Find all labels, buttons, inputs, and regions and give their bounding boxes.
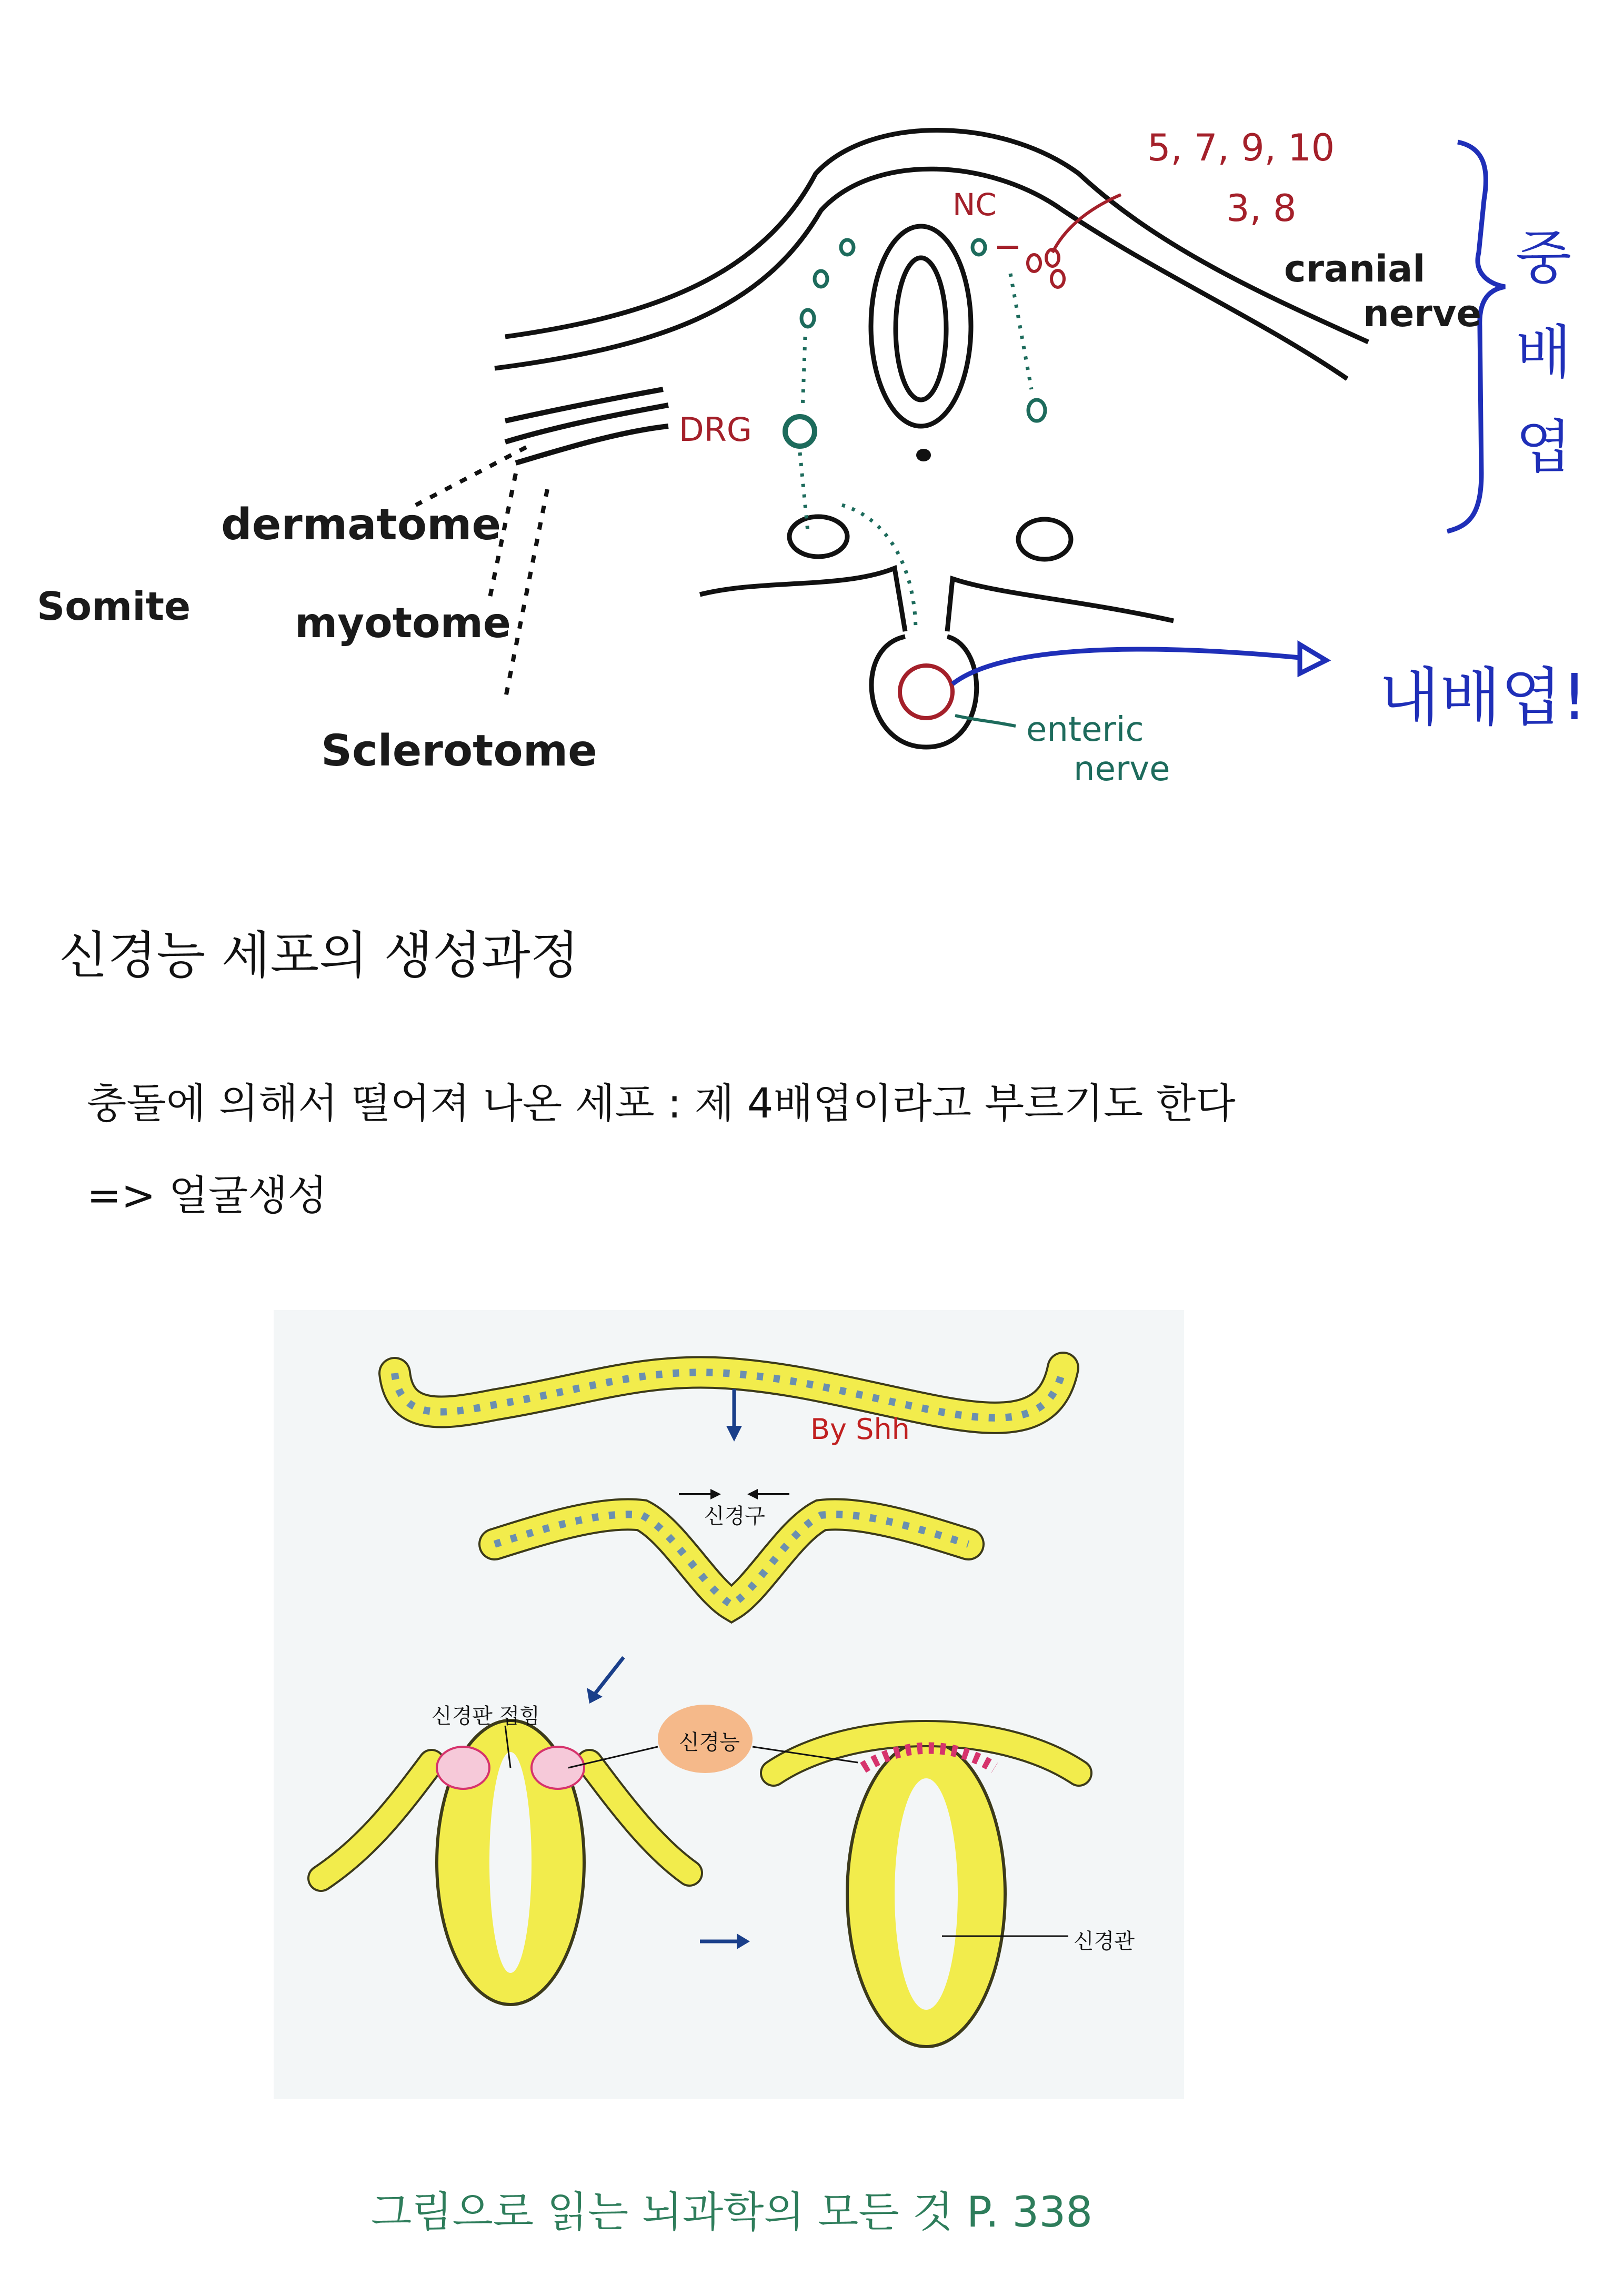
- enteric-pointer: [955, 716, 1016, 726]
- mesoderm-blob-left: [789, 517, 847, 557]
- section-line-2: => 얼굴생성: [87, 1172, 327, 1220]
- nc-cell: [815, 271, 827, 287]
- cranial-nc-cell: [1028, 255, 1040, 271]
- mesoderm-blob-right: [1018, 519, 1071, 559]
- gut-outline: [871, 637, 977, 747]
- nc-cell: [1028, 400, 1045, 421]
- neurulation-illustration: [274, 1310, 1184, 2099]
- cranial-nc-cell: [1051, 270, 1064, 287]
- neural-crest-label: 신경능: [679, 1730, 740, 1755]
- endoderm-arrow: [953, 649, 1300, 684]
- somite-arrow-sclerotome: [505, 489, 547, 700]
- stage-arrow-2: [595, 1657, 624, 1694]
- drg-node: [785, 417, 815, 446]
- nerve-numbers-2: 3, 8: [1226, 187, 1297, 230]
- textbook-figure: [274, 1310, 1184, 2099]
- cranial-label-2: nerve: [1363, 292, 1481, 335]
- by-shh-label: By Shh: [810, 1413, 910, 1446]
- neural-groove-label: 신경구: [704, 1504, 765, 1528]
- nc-cell: [841, 240, 854, 255]
- mesoderm-brace: [1447, 142, 1505, 531]
- notochord-dot: [916, 449, 931, 461]
- somite-stripes: [505, 389, 668, 463]
- gut-lumen-red: [900, 666, 953, 718]
- drg-label: DRG: [679, 410, 752, 449]
- ectoderm-inner-line: [495, 169, 1347, 379]
- section-line-1: 충돌에 의해서 떨어져 나온 세포 : 제 4배엽이라고 부르기도 한다: [87, 1080, 1236, 1127]
- neural-plate-fold-label: 신경판 접힘: [432, 1704, 540, 1728]
- neural-tube-label: 신경관: [1074, 1929, 1135, 1953]
- sclerotome-label: Sclerotome: [321, 726, 597, 776]
- nerve-numbers-1: 5, 7, 9, 10: [1147, 126, 1335, 169]
- nc-cell: [801, 310, 814, 327]
- section-title: 신경능 세포의 생성과정: [59, 926, 579, 985]
- cranial-label: cranial: [1284, 247, 1426, 290]
- nc-label: NC: [953, 187, 997, 223]
- nc-cell: [973, 240, 985, 255]
- somite-label: Somite: [37, 584, 191, 629]
- enteric-label: enteric: [1026, 710, 1144, 749]
- enteric-label-2: nerve: [1074, 750, 1170, 789]
- endoderm-label: 내배엽!: [1379, 661, 1587, 734]
- closed-tube: [774, 1734, 1079, 2047]
- dermatome-label: dermatome: [221, 500, 502, 550]
- folding-tube: [321, 1720, 689, 2005]
- mesoderm-label: 중배엽: [1516, 224, 1572, 481]
- figure-caption: 그림으로 읽는 뇌과학의 모든 것 P. 338: [371, 2188, 1093, 2237]
- neural-tube-inner: [896, 258, 946, 400]
- body-wall-line: [700, 568, 1174, 631]
- endoderm-arrowhead: [1300, 645, 1326, 673]
- myotome-label: myotome: [295, 600, 511, 647]
- nc-migration-dots: [800, 274, 1031, 631]
